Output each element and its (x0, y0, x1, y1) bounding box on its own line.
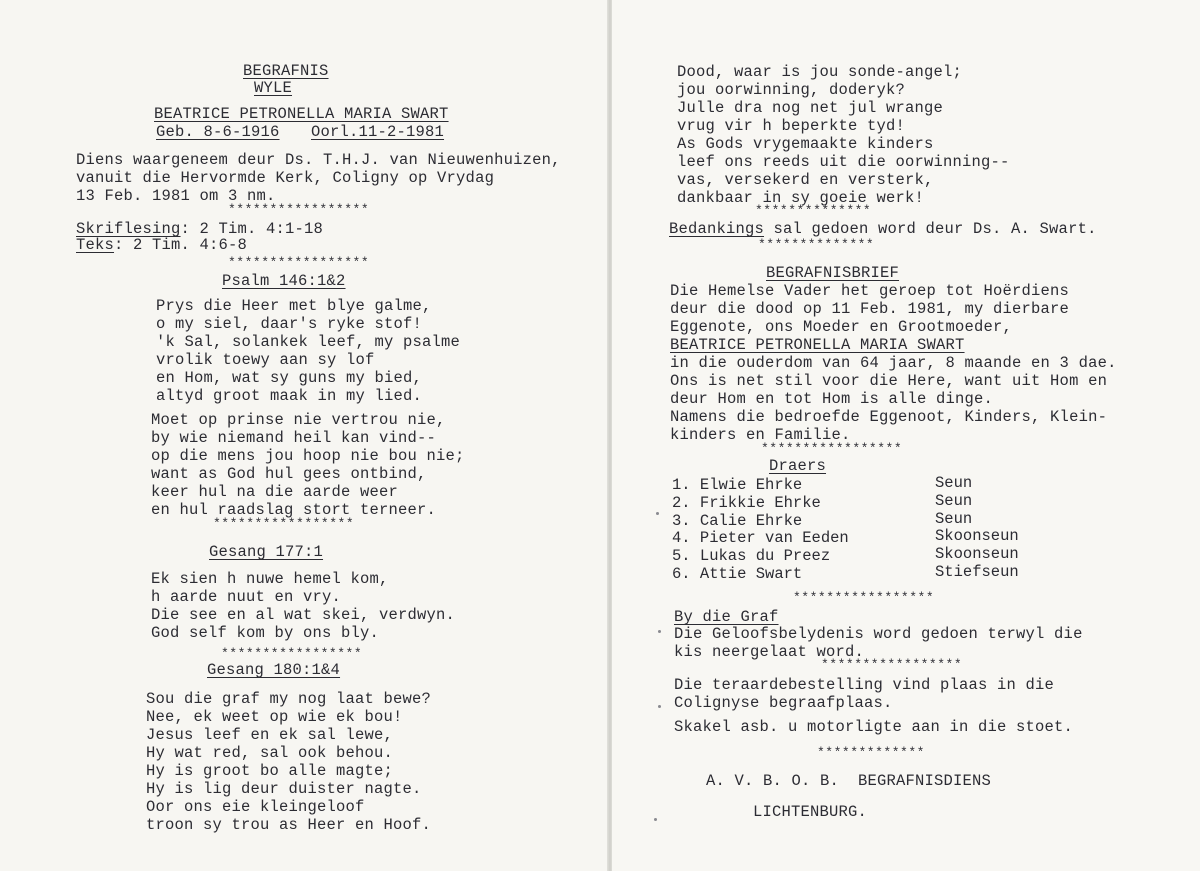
bearer-relation: Stiefseun (935, 563, 1019, 581)
letter-name: BEATRICE PETRONELLA MARIA SWART (670, 336, 965, 354)
grave-title: By die Graf (674, 608, 779, 626)
bearer-name: 4. Pieter van Eeden (672, 529, 849, 547)
paper-speck (658, 630, 661, 633)
divider-stars: ***************** (761, 441, 903, 456)
bearer-name: 1. Elwie Ehrke (672, 476, 803, 494)
bearer-relation: Skoonseun (935, 545, 1019, 563)
service-details: Diens waargeneem deur Ds. T.H.J. van Nieuwenhuizen, vanuit die Hervormde Kerk, Coligny op Vrydag 13 Feb. 1981 om 3 nm. (76, 151, 561, 205)
heading-wyle: WYLE (254, 79, 293, 97)
bearer-name: 2. Frikkie Ehrke (672, 494, 821, 512)
divider-stars: ************* (817, 745, 925, 760)
scripture-reading: Skriflesing: 2 Tim. 4:1-18 (76, 220, 324, 238)
bearer-name: 6. Attie Swart (672, 565, 803, 583)
paper-speck (658, 705, 661, 708)
divider-stars: ***************** (821, 657, 963, 672)
death-date: Oorl.11-2-1981 (311, 123, 445, 141)
paper-speck (656, 512, 659, 515)
paper-speck (654, 818, 657, 821)
undertaker: A. V. B. O. B. BEGRAFNISDIENS (706, 772, 992, 790)
gesang-177-title: Gesang 177:1 (209, 543, 324, 561)
gesang-180-title: Gesang 180:1&4 (207, 661, 341, 679)
town: LICHTENBURG. (753, 803, 868, 821)
heading-begrafnis: BEGRAFNIS (243, 62, 329, 80)
letter-text: Die Hemelse Vader het geroep tot Hoërdiens deur die dood op 11 Feb. 1981, my dierbare Eggenote, ons Moeder en Grootmoeder, BEATRICE PETRONELLA MARIA SWART in die ouderdom van 64 jaar, 8 maande en 3 dae. Ons is net stil voor die Here, want uit Hom en deur Hom en tot Hom is alle dinge. Namens die bedroefde Eggenoot, Kinders, Klein- kinders en Familie. (670, 282, 1117, 444)
bearer-relation: Seun (935, 510, 973, 528)
bearer-relation: Seun (935, 492, 973, 510)
divider-stars: ************** (758, 237, 875, 252)
divider-stars: ***************** (221, 646, 363, 661)
divider-stars: ************** (755, 203, 872, 218)
gesang-177-text: Ek sien h nuwe hemel kom, h aarde nuut en vry. Die see en al wat skei, verdwyn. God self kom by ons bly. (151, 570, 456, 642)
psalm-verse-2: Moet op prinse nie vertrou nie, by wie niemand heil kan vind-- op die mens jou hoop nie bou nie; want as God hul gees ontbind, keer hul na die aarde weer en hul raadslag stort terneer. (151, 411, 465, 519)
divider-stars: ***************** (228, 202, 370, 217)
psalm-verse-1: Prys die Heer met blye galme, o my siel, daar's ryke stof! 'k Sal, solankek leef, my psalme vrolik toewy aan sy lof en Hom, wat sy guns my bied, altyd groot maak in my lied. (156, 297, 461, 405)
birth-date: Geb. 8-6-1916 (156, 123, 280, 141)
divider-stars: ***************** (213, 516, 355, 531)
burial-text: Die teraardebestelling vind plaas in die Colignyse begraafplaas. (674, 676, 1055, 712)
hymn-poem: Dood, waar is jou sonde-angel; jou oorwinning, doderyk? Julle dra nog net jul wrange vrug vir h beperkte tyd! As Gods vrygemaakte kinders leef ons reeds uit die oorwinning-- vas, versekerd en versterk, dankbaar in sy goeie werk! (677, 63, 1010, 207)
bearer-relation: Skoonseun (935, 527, 1019, 545)
thanks-line: Bedankings sal gedoen word deur Ds. A. Swart. (669, 220, 1097, 238)
grave-text: Die Geloofsbelydenis word gedoen terwyl die kis neergelaat word. (674, 625, 1083, 661)
car-lights-note: Skakel asb. u motorligte aan in die stoet. (674, 718, 1074, 736)
divider-stars: ***************** (228, 255, 370, 270)
gesang-180-text: Sou die graf my nog laat bewe? Nee, ek weet op wie ek bou! Jesus leef en ek sal lewe, Hy wat red, sal ook behou. Hy is groot bo alle magte; Hy is lig deur duister nagte. Oor ons eie kleingeloof troon sy trou as Heer en Hoof. (146, 690, 432, 834)
sermon-text: Teks: 2 Tim. 4:6-8 (76, 236, 248, 254)
divider-stars: ***************** (793, 590, 935, 605)
bearers-title: Draers (769, 457, 827, 475)
bearer-name: 3. Calie Ehrke (672, 512, 803, 530)
bearer-relation: Seun (935, 474, 973, 492)
letter-title: BEGRAFNISBRIEF (766, 264, 900, 282)
right-page (612, 0, 1200, 871)
bearer-name: 5. Lukas du Preez (672, 547, 831, 565)
deceased-name: BEATRICE PETRONELLA MARIA SWART (154, 105, 449, 123)
psalm-title: Psalm 146:1&2 (222, 272, 346, 290)
